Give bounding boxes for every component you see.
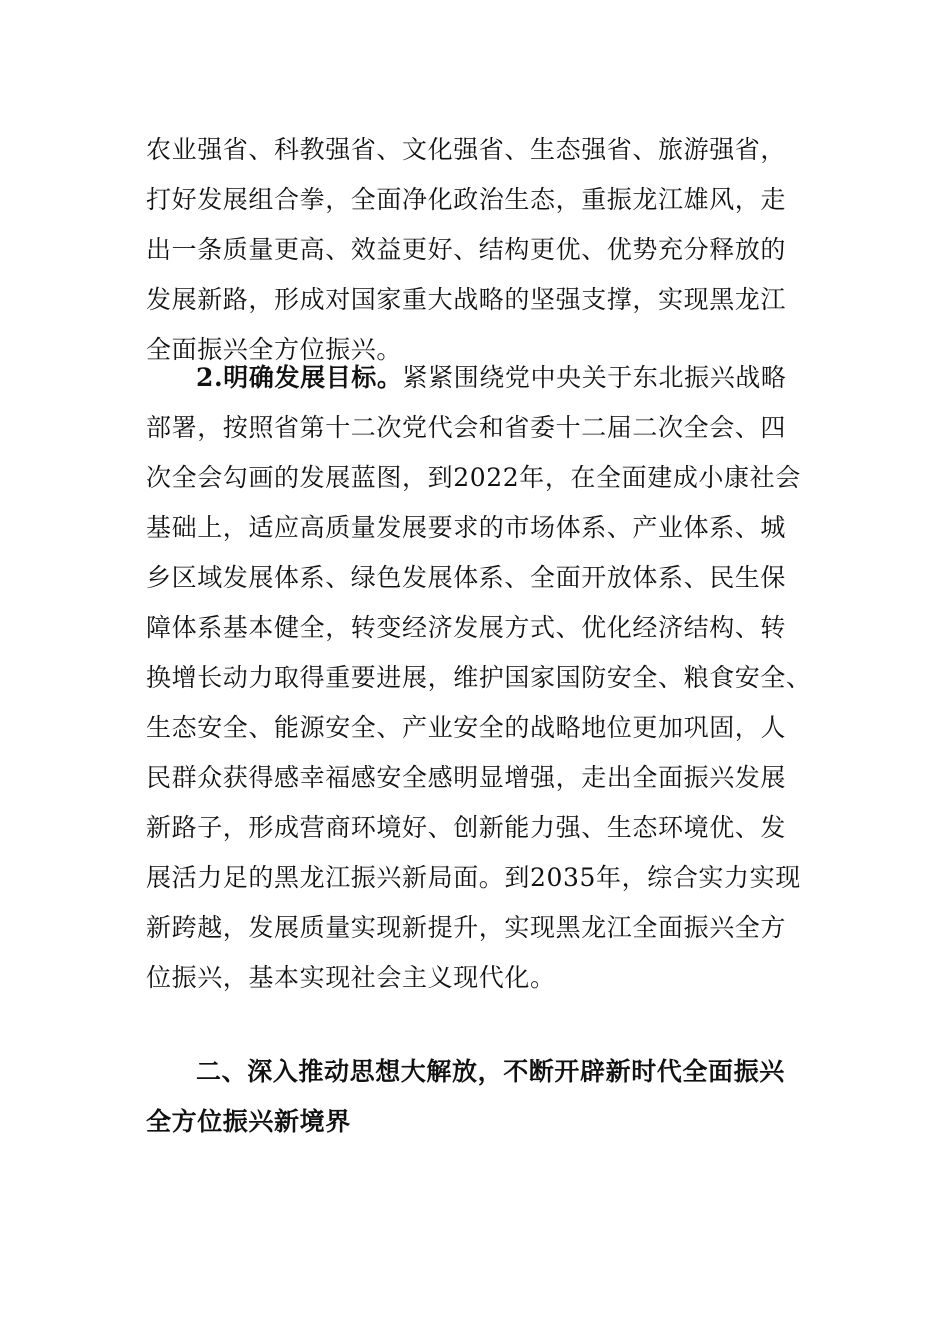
text-line: 打好发展组合拳，全面净化政治生态，重振龙江雄风，走 (146, 185, 787, 214)
text-line: 全面振兴全方位振兴。 (146, 335, 403, 364)
text-line: 发展新路，形成对国家重大战略的坚强支撑，实现黑龙江 (146, 285, 787, 314)
text-line: 基础上，适应高质量发展要求的市场体系、产业体系、城 (146, 513, 787, 542)
section-heading-line: 全方位振兴新境界 (146, 1107, 351, 1136)
text-line: 位振兴，基本实现社会主义现代化。 (146, 963, 556, 992)
text-line: 新跨越，发展质量实现新提升，实现黑龙江全面振兴全方 (146, 913, 787, 942)
text-line: 生态安全、能源安全、产业安全的战略地位更加巩固，人 (146, 713, 787, 742)
section-heading-line: 二、深入推动思想大解放，不断开辟新时代全面振兴 (196, 1057, 785, 1086)
paragraph-text: 紧紧围绕党中央关于东北振兴战略 (402, 363, 787, 392)
paragraph-heading: 2.明确发展目标。 (196, 363, 403, 392)
text-line: 障体系基本健全，转变经济发展方式、优化经济结构、转 (146, 613, 787, 642)
text-line (146, 358, 856, 398)
text-line: 出一条质量更高、效益更好、结构更优、优势充分释放的 (146, 235, 787, 264)
text-line: 农业强省、科教强省、文化强省、生态强省、旅游强省， (146, 135, 787, 164)
text-line: 新路子，形成营商环境好、创新能力强、生态环境优、发 (146, 813, 787, 842)
text-line: 换增长动力取得重要进展，维护国家国防安全、粮食安全、 (146, 663, 812, 692)
text-line: 部署，按照省第十二次党代会和省委十二届二次全会、四 (146, 413, 787, 442)
text-line: 乡区域发展体系、绿色发展体系、全面开放体系、民生保 (146, 563, 787, 592)
text-line: 展活力足的黑龙江振兴新局面。到2035年，综合实力实现 (146, 863, 801, 892)
text-line: 民群众获得感幸福感安全感明显增强，走出全面振兴发展 (146, 763, 787, 792)
text-line: 次全会勾画的发展蓝图，到2022年，在全面建成小康社会 (146, 463, 801, 492)
